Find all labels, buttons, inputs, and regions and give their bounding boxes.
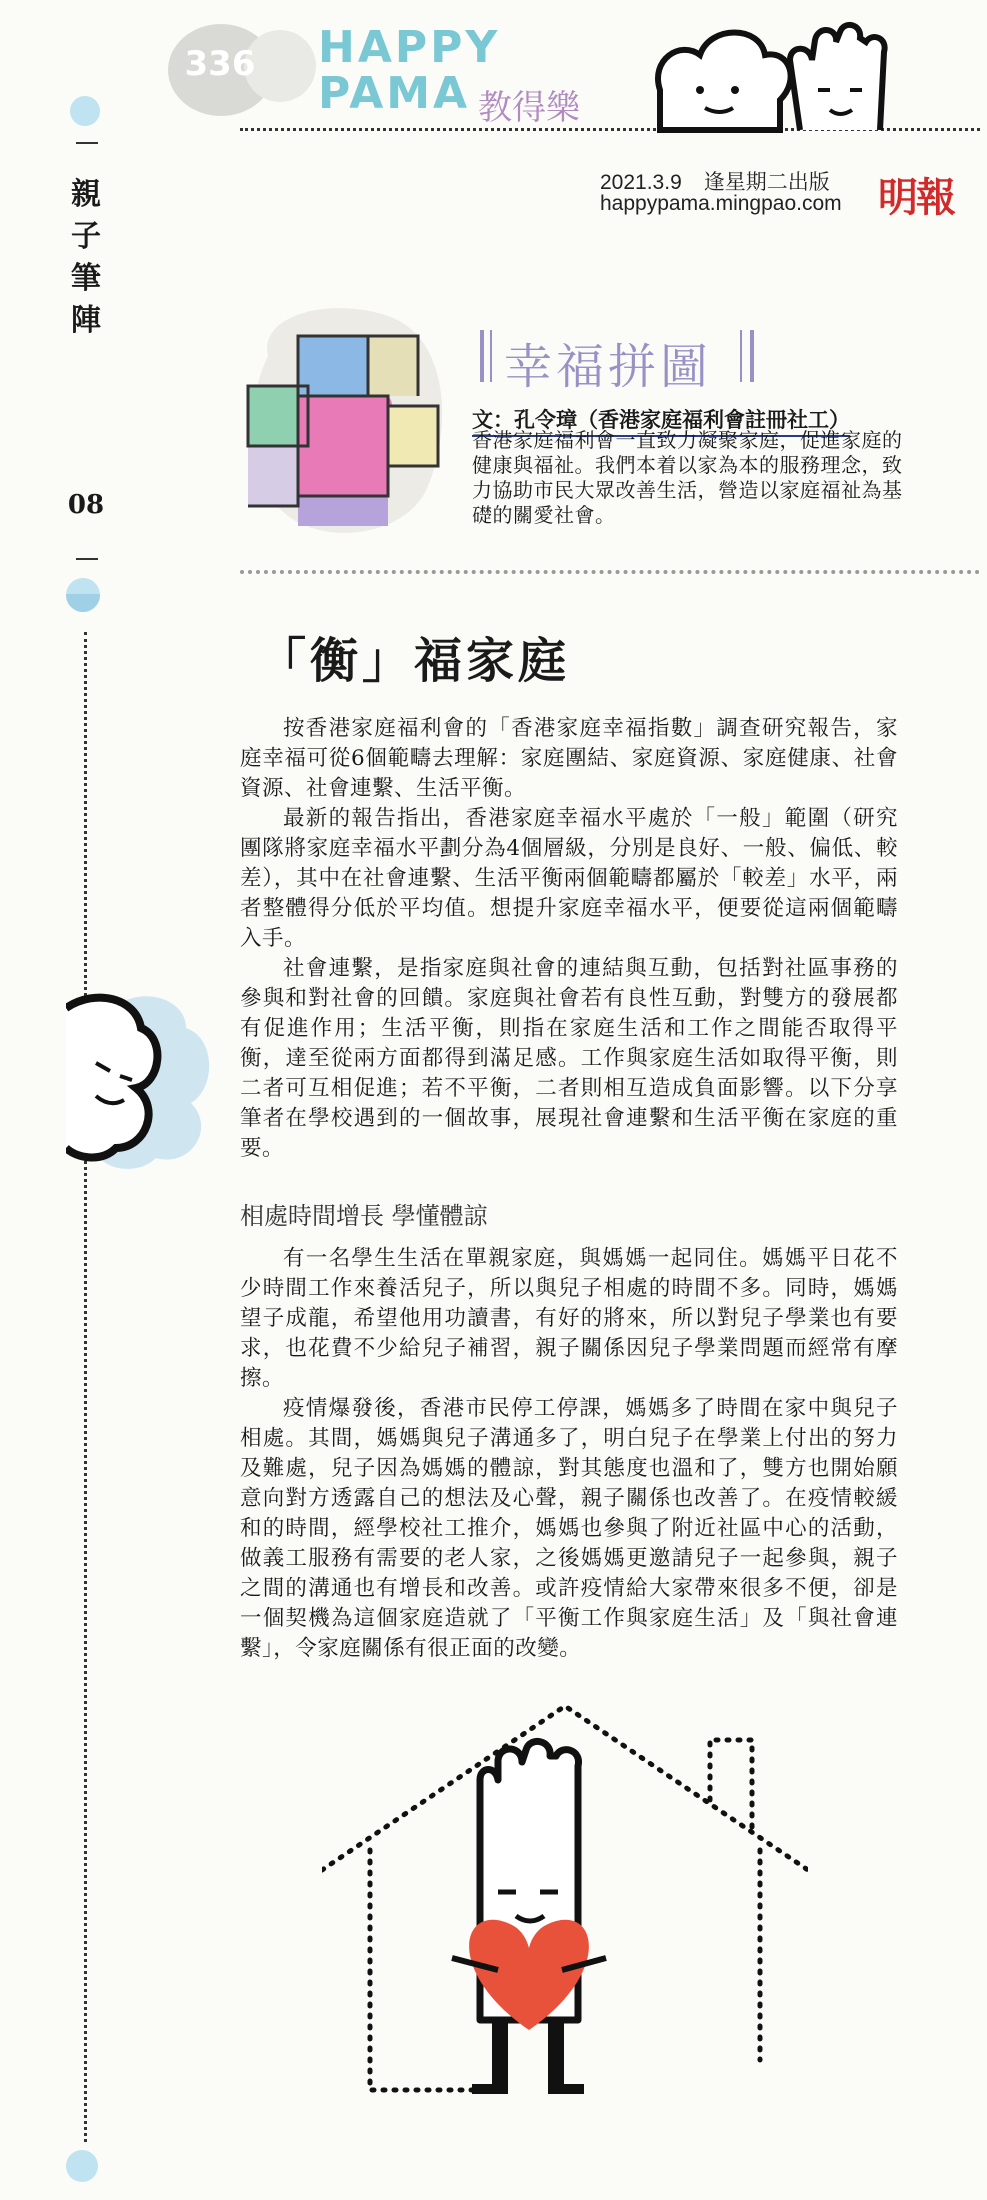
title-bar [740, 330, 742, 382]
logo-subtitle: 教得樂 [478, 88, 580, 128]
logo-happy: HAPPY [318, 22, 501, 73]
author-byline: 文：孔令璋（香港家庭福利會註冊社工） [472, 404, 850, 437]
section-label: 親子筆陣 [71, 177, 101, 338]
house-heart-illustration [322, 1700, 808, 2110]
puzzle-illustration [238, 296, 450, 542]
issue-number: 336 [184, 44, 256, 84]
title-bar [750, 330, 754, 382]
rail-dot [66, 2150, 98, 2182]
rail-dot [70, 96, 100, 126]
section-dotted-rule [240, 570, 980, 574]
paragraph: 有一名學生生活在單親家庭，與媽媽一起同住。媽媽平日花不少時間工作來養活兒子，所以與兒子相處的時間不多。同時，媽媽望子成龍，希望他用功讀書，有好的將來，所以對兒子學業也有要求，也花費不少給兒子補習，親子關係因兒子學業問題而經常有摩擦。 [240, 1246, 898, 1391]
column-title: 幸福拼圖 [504, 339, 713, 395]
rail-divider [76, 558, 98, 560]
rail-dotted-line [84, 632, 87, 2142]
article-body-section-2 [240, 1244, 898, 1664]
paragraph: 最新的報告指出，香港家庭幸福水平處於「一般」範圍（研究團隊將家庭幸福水平劃分為4個層級，分別是良好、一般、偏低、較差），其中在社會連繫、生活平衡兩個範疇都屬於「較差」水平，兩者整體得分低於平均值。想提升家庭幸福水平，便要從這兩個範疇入手。 [240, 806, 898, 951]
article-body-section-1 [240, 714, 898, 1164]
rail-dot-shade [66, 594, 100, 612]
title-bar [490, 330, 492, 382]
newspaper-logo: 明報 [878, 174, 954, 221]
page-number: 08 [67, 490, 105, 520]
title-bar [480, 330, 484, 382]
article-subheading: 相處時間增長 學懂體諒 [240, 1202, 488, 1230]
peeking-mascot-illustration [66, 988, 216, 1178]
logo-pama: PAMA [318, 68, 471, 119]
paragraph: 社會連繫，是指家庭與社會的連結與互動，包括對社區事務的參與和對社會的回饋。家庭與社會若有良性互動，對雙方的發展都有促進作用；生活平衡，則指在家庭生活和工作之間能否取得平衡，達至從兩方面都得到滿足感。工作與家庭生活如取得平衡，則二者可互相促進；若不平衡，二者則相互造成負面影響。以下分享筆者在學校遇到的一個故事，展現社會連繫和生活平衡在家庭的重要。 [240, 956, 898, 1161]
rail-divider [76, 142, 98, 144]
paragraph: 按香港家庭福利會的「香港家庭幸福指數」調查研究報告，家庭幸福可從6個範疇去理解：家庭團結、家庭資源、家庭健康、社會資源、社會連繫、生活平衡。 [240, 716, 898, 801]
mascots-illustration [640, 20, 940, 145]
article-title: 「衡」福家庭 [258, 633, 571, 689]
website-url: happypama.mingpao.com [600, 192, 842, 215]
paragraph: 疫情爆發後，香港市民停工停課，媽媽多了時間在家中與兒子相處。其間，媽媽與兒子溝通多了，明白兒子在學業上付出的努力及難處，兒子因為媽媽的體諒，對其態度也溫和了，雙方也開始願意向對方透露自己的想法及心聲，親子關係也改善了。在疫情較緩和的時間，經學校社工推介，媽媽也參與了附近社區中心的活動，做義工服務有需要的老人家，之後媽媽更邀請兒子一起參與，親子之間的溝通也有增長和改善。或許疫情給大家帶來很多不便，卻是一個契機為這個家庭造就了「平衡工作與家庭生活」及「與社會連繫」，令家庭關係有很正面的改變。 [240, 1396, 898, 1661]
author-description: 香港家庭福利會一直致力凝聚家庭，促進家庭的健康與福祉。我們本着以家為本的服務理念，致力協助市民大眾改善生活，營造以家庭福祉為基礎的關愛社會。 [472, 428, 903, 527]
publication-date: 2021.3.9 逢星期二出版 [600, 171, 830, 194]
